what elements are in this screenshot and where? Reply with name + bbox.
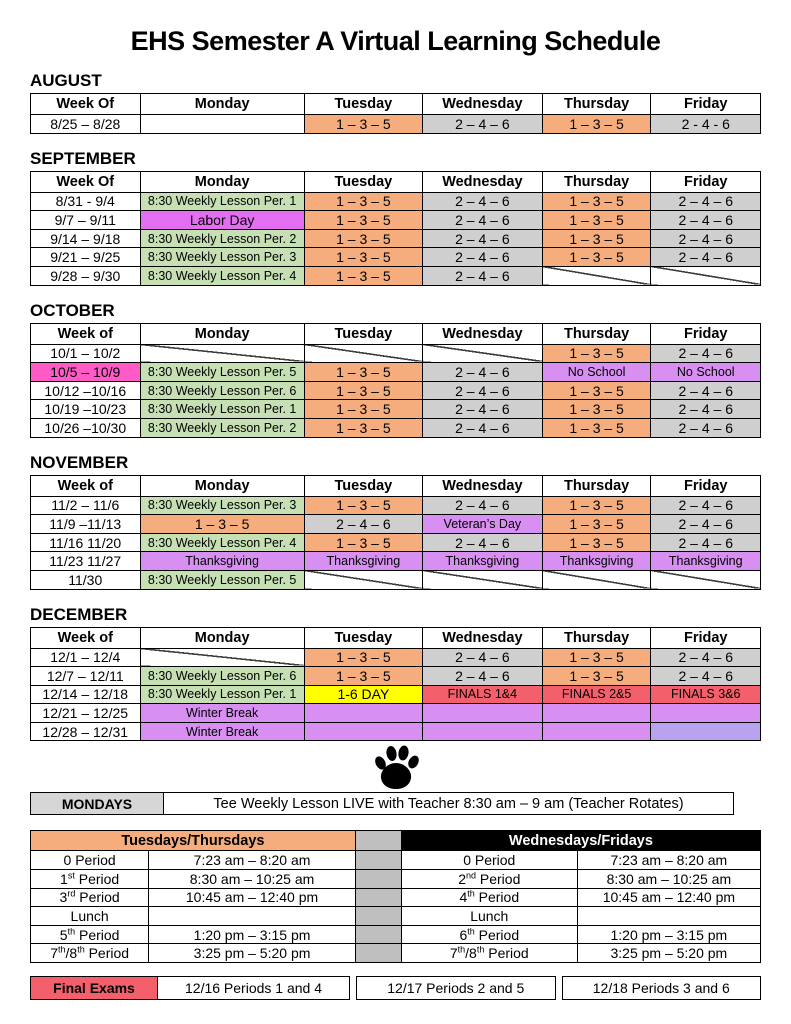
schedule-header-row	[31, 94, 761, 115]
schedule-week-row	[31, 192, 761, 211]
schedule-day-cell: No School	[651, 363, 761, 382]
week-of-cell: 11/30	[31, 570, 141, 589]
schedule-header-row	[31, 323, 761, 344]
mondays-label: MONDAYS	[31, 793, 164, 814]
schedule-day-cell: 8:30 Weekly Lesson Per. 5	[140, 363, 304, 382]
period-row	[31, 851, 761, 870]
schedule-week-row	[31, 363, 761, 382]
schedule-day-cell: 2 – 4 – 6	[304, 515, 422, 534]
table-spacer	[355, 944, 401, 963]
period-time-cell: 7:23 am – 8:20 am	[149, 851, 356, 870]
schedule-day-cell: 2 – 4 – 6	[651, 248, 761, 267]
period-time-cell: 7:23 am – 8:20 am	[577, 851, 760, 870]
schedule-day-cell	[304, 722, 422, 741]
schedule-header-row	[31, 475, 761, 496]
schedule-week-row	[31, 400, 761, 419]
final-exam-date-cell: 12/18 Periods 3 and 6	[562, 976, 762, 1000]
schedule-week-row	[31, 722, 761, 741]
schedule-day-cell: 1 – 3 – 5	[304, 418, 422, 437]
schedule-day-cell: 2 – 4 – 6	[651, 192, 761, 211]
schedule-day-cell: 1 – 3 – 5	[304, 667, 422, 686]
schedule-day-cell: 1 – 3 – 5	[542, 229, 651, 248]
schedule-day-cell: No School	[542, 363, 651, 382]
week-of-cell: 10/26 –10/30	[31, 418, 141, 437]
november-schedule-table	[30, 475, 761, 590]
month-section-october	[30, 301, 761, 438]
schedule-day-cell: 2 – 4 – 6	[651, 211, 761, 230]
schedule-day-cell: 1 – 3 – 5	[542, 496, 651, 515]
schedule-day-cell: 2 – 4 – 6	[423, 115, 543, 134]
period-name-cell: 6th Period	[401, 925, 577, 944]
schedule-day-cell: FINALS 1&4	[423, 685, 543, 704]
schedule-day-cell: 2 – 4 – 6	[651, 418, 761, 437]
month-heading-october: OCTOBER	[30, 300, 115, 320]
period-name-cell: 1st Period	[31, 870, 149, 889]
schedule-day-cell: 1 – 3 – 5	[542, 667, 651, 686]
schedule-day-cell: 1 – 3 – 5	[304, 211, 422, 230]
period-name-cell: 5th Period	[31, 925, 149, 944]
day-column-header: Wednesday	[423, 323, 543, 344]
schedule-day-cell: 1 – 3 – 5	[304, 381, 422, 400]
wednesdays-fridays-header: Wednesdays/Fridays	[401, 831, 760, 851]
schedule-day-cell: 2 – 4 – 6	[423, 400, 543, 419]
day-column-header: Wednesday	[423, 627, 543, 648]
day-column-header: Tuesday	[304, 475, 422, 496]
table-spacer	[355, 907, 401, 926]
schedule-week-row	[31, 667, 761, 686]
schedule-day-cell: 1 – 3 – 5	[542, 115, 651, 134]
period-name-cell: Lunch	[401, 907, 577, 926]
schedule-week-row	[31, 648, 761, 667]
final-exam-date-cell: 12/17 Periods 2 and 5	[356, 976, 556, 1000]
week-of-cell: 12/21 – 12/25	[31, 704, 141, 723]
month-section-november	[30, 453, 761, 590]
schedule-week-row	[31, 515, 761, 534]
schedule-day-cell	[140, 115, 304, 134]
schedule-day-cell: 2 – 4 – 6	[651, 496, 761, 515]
day-column-header: Wednesday	[423, 475, 543, 496]
schedule-day-cell: 1 – 3 – 5	[304, 496, 422, 515]
schedule-day-cell	[651, 722, 761, 741]
schedule-day-cell: 1 – 3 – 5	[542, 192, 651, 211]
month-section-december	[30, 605, 761, 742]
schedule-day-cell: 8:30 Weekly Lesson Per. 2	[140, 418, 304, 437]
schedule-day-cell	[542, 266, 651, 285]
week-of-cell: 9/14 – 9/18	[31, 229, 141, 248]
schedule-week-row	[31, 266, 761, 285]
schedule-day-cell: 2 – 4 – 6	[423, 248, 543, 267]
day-column-header: Friday	[651, 94, 761, 115]
period-row	[31, 907, 761, 926]
period-row	[31, 944, 761, 963]
week-of-cell: 12/28 – 12/31	[31, 722, 141, 741]
schedule-day-cell: Winter Break	[140, 722, 304, 741]
schedule-day-cell	[423, 344, 543, 363]
schedule-day-cell: Thanksgiving	[140, 552, 304, 571]
week-of-cell: 11/23 11/27	[31, 552, 141, 571]
schedule-day-cell: 2 – 4 – 6	[423, 363, 543, 382]
day-column-header: Monday	[140, 171, 304, 192]
schedule-week-row	[31, 685, 761, 704]
schedule-day-cell	[423, 704, 543, 723]
day-column-header: Week Of	[31, 171, 141, 192]
period-time-cell: 1:20 pm – 3:15 pm	[577, 925, 760, 944]
period-name-cell: Lunch	[31, 907, 149, 926]
schedule-day-cell: 8:30 Weekly Lesson Per. 1	[140, 192, 304, 211]
schedule-day-cell: 8:30 Weekly Lesson Per. 5	[140, 570, 304, 589]
day-column-header: Monday	[140, 94, 304, 115]
week-of-cell: 11/16 11/20	[31, 533, 141, 552]
schedule-day-cell: 2 – 4 – 6	[423, 211, 543, 230]
tuesdays-thursdays-header: Tuesdays/Thursdays	[31, 831, 356, 851]
schedule-week-row	[31, 344, 761, 363]
schedule-day-cell: 8:30 Weekly Lesson Per. 2	[140, 229, 304, 248]
day-column-header: Monday	[140, 323, 304, 344]
schedule-day-cell: 2 – 4 – 6	[423, 533, 543, 552]
schedule-day-cell: 2 – 4 – 6	[423, 192, 543, 211]
paw-print-wrapper	[30, 742, 761, 792]
schedule-day-cell: 2 – 4 – 6	[423, 648, 543, 667]
schedule-day-cell: 8:30 Weekly Lesson Per. 3	[140, 496, 304, 515]
week-of-cell: 10/19 –10/23	[31, 400, 141, 419]
schedule-week-row	[31, 248, 761, 267]
schedule-day-cell: 1 – 3 – 5	[304, 115, 422, 134]
day-column-header: Monday	[140, 475, 304, 496]
schedule-week-row	[31, 381, 761, 400]
table-spacer	[355, 925, 401, 944]
period-time-cell: 1:20 pm – 3:15 pm	[149, 925, 356, 944]
schedule-day-cell: 1 – 3 – 5	[542, 400, 651, 419]
schedule-week-row	[31, 552, 761, 571]
period-table-header-row	[31, 831, 761, 851]
schedule-week-row	[31, 704, 761, 723]
paw-print-icon	[371, 742, 421, 790]
month-heading-november: NOVEMBER	[30, 452, 129, 472]
day-column-header: Friday	[651, 171, 761, 192]
schedule-day-cell: 1 – 3 – 5	[304, 248, 422, 267]
schedule-day-cell: 8:30 Weekly Lesson Per. 6	[140, 381, 304, 400]
schedule-day-cell	[140, 344, 304, 363]
period-time-cell	[577, 907, 760, 926]
day-column-header: Thursday	[542, 323, 651, 344]
week-of-cell: 8/25 – 8/28	[31, 115, 141, 134]
schedule-day-cell: 1 – 3 – 5	[542, 211, 651, 230]
schedule-day-cell: 1-6 DAY	[304, 685, 422, 704]
schedule-day-cell: 1 – 3 – 5	[304, 363, 422, 382]
day-column-header: Thursday	[542, 475, 651, 496]
day-column-header: Week of	[31, 323, 141, 344]
schedule-day-cell	[304, 570, 422, 589]
month-heading-august: AUGUST	[30, 71, 102, 90]
day-column-header: Tuesday	[304, 171, 422, 192]
day-column-header: Thursday	[542, 627, 651, 648]
schedule-day-cell: Thanksgiving	[423, 552, 543, 571]
table-spacer	[355, 851, 401, 870]
schedule-day-cell: 2 – 4 – 6	[423, 496, 543, 515]
schedule-day-cell: 2 – 4 – 6	[423, 266, 543, 285]
day-column-header: Thursday	[542, 94, 651, 115]
day-column-header: Friday	[651, 323, 761, 344]
schedule-day-cell: FINALS 2&5	[542, 685, 651, 704]
september-schedule-table	[30, 171, 761, 286]
schedule-day-cell: 2 – 4 – 6	[423, 667, 543, 686]
schedule-day-cell: 8:30 Weekly Lesson Per. 6	[140, 667, 304, 686]
schedule-day-cell: 1 – 3 – 5	[542, 248, 651, 267]
schedule-day-cell	[651, 266, 761, 285]
week-of-cell: 12/1 – 12/4	[31, 648, 141, 667]
period-time-cell: 3:25 pm – 5:20 pm	[577, 944, 760, 963]
day-column-header: Wednesday	[423, 171, 543, 192]
schedule-day-cell: 1 – 3 – 5	[304, 192, 422, 211]
week-of-cell: 12/7 – 12/11	[31, 667, 141, 686]
week-of-cell: 9/7 – 9/11	[31, 211, 141, 230]
schedule-day-cell: Labor Day	[140, 211, 304, 230]
schedule-day-cell: 1 – 3 – 5	[304, 648, 422, 667]
schedule-day-cell: 1 – 3 – 5	[304, 533, 422, 552]
schedule-day-cell: Thanksgiving	[304, 552, 422, 571]
schedule-day-cell	[651, 570, 761, 589]
period-time-cell: 10:45 am – 12:40 pm	[577, 888, 760, 907]
schedule-week-row	[31, 570, 761, 589]
schedule-day-cell: 8:30 Weekly Lesson Per. 4	[140, 266, 304, 285]
week-of-cell: 10/5 – 10/9	[31, 363, 141, 382]
schedule-day-cell: 2 – 4 – 6	[651, 515, 761, 534]
schedule-day-cell: 2 – 4 – 6	[651, 381, 761, 400]
schedule-day-cell: 2 – 4 – 6	[651, 667, 761, 686]
schedule-day-cell: 1 – 3 – 5	[542, 648, 651, 667]
day-column-header: Tuesday	[304, 323, 422, 344]
schedule-day-cell: 2 – 4 – 6	[651, 648, 761, 667]
schedule-day-cell: 1 – 3 – 5	[542, 344, 651, 363]
day-column-header: Friday	[651, 475, 761, 496]
period-time-cell: 8:30 am – 10:25 am	[149, 870, 356, 889]
page-title: EHS Semester A Virtual Learning Schedule	[130, 26, 661, 56]
schedule-week-row	[31, 533, 761, 552]
period-name-cell: 3rd Period	[31, 888, 149, 907]
schedule-day-cell: 1 – 3 – 5	[304, 400, 422, 419]
schedule-day-cell	[542, 704, 651, 723]
december-schedule-table	[30, 627, 761, 742]
schedule-day-cell: Winter Break	[140, 704, 304, 723]
schedule-day-cell	[304, 704, 422, 723]
schedule-week-row	[31, 418, 761, 437]
schedule-day-cell: 1 – 3 – 5	[542, 515, 651, 534]
period-times-table	[30, 830, 761, 963]
schedule-day-cell: 1 – 3 – 5	[542, 418, 651, 437]
period-name-cell: 7th/8th Period	[401, 944, 577, 963]
schedule-day-cell	[423, 722, 543, 741]
period-name-cell: 0 Period	[401, 851, 577, 870]
schedule-day-cell	[423, 570, 543, 589]
schedule-day-cell	[140, 648, 304, 667]
day-column-header: Week of	[31, 627, 141, 648]
schedule-day-cell: Thanksgiving	[542, 552, 651, 571]
schedule-day-cell: 1 – 3 – 5	[542, 381, 651, 400]
month-section-august	[30, 71, 761, 134]
schedule-day-cell: 2 – 4 – 6	[423, 418, 543, 437]
period-row	[31, 870, 761, 889]
mondays-banner	[30, 792, 734, 815]
schedule-header-row	[31, 171, 761, 192]
week-of-cell: 10/1 – 10/2	[31, 344, 141, 363]
schedule-week-row	[31, 496, 761, 515]
period-row	[31, 888, 761, 907]
schedule-day-cell: 2 – 4 – 6	[651, 400, 761, 419]
schedule-day-cell: Veteran’s Day	[423, 515, 543, 534]
month-heading-september: SEPTEMBER	[30, 148, 136, 168]
schedule-header-row	[31, 627, 761, 648]
schedule-day-cell: Thanksgiving	[651, 552, 761, 571]
schedule-day-cell: 8:30 Weekly Lesson Per. 4	[140, 533, 304, 552]
day-column-header: Tuesday	[304, 94, 422, 115]
week-of-cell: 12/14 – 12/18	[31, 685, 141, 704]
day-column-header: Monday	[140, 627, 304, 648]
week-of-cell: 9/21 – 9/25	[31, 248, 141, 267]
week-of-cell: 11/9 –11/13	[31, 515, 141, 534]
schedule-day-cell: 1 – 3 – 5	[140, 515, 304, 534]
schedule-week-row	[31, 115, 761, 134]
final-exams-row	[30, 976, 761, 1000]
schedule-day-cell: 8:30 Weekly Lesson Per. 1	[140, 400, 304, 419]
day-column-header: Week Of	[31, 94, 141, 115]
schedule-day-cell: 2 – 4 – 6	[423, 229, 543, 248]
period-name-cell: 2nd Period	[401, 870, 577, 889]
schedule-day-cell	[304, 344, 422, 363]
final-exams-first-box	[30, 976, 350, 1000]
schedule-day-cell: 1 – 3 – 5	[304, 266, 422, 285]
schedule-day-cell: 8:30 Weekly Lesson Per. 3	[140, 248, 304, 267]
schedule-day-cell: 1 – 3 – 5	[542, 533, 651, 552]
october-schedule-table	[30, 323, 761, 438]
schedule-day-cell: FINALS 3&6	[651, 685, 761, 704]
period-time-cell: 10:45 am – 12:40 pm	[149, 888, 356, 907]
schedule-day-cell	[651, 704, 761, 723]
week-of-cell: 9/28 – 9/30	[31, 266, 141, 285]
schedule-week-row	[31, 229, 761, 248]
period-name-cell: 0 Period	[31, 851, 149, 870]
period-time-cell	[149, 907, 356, 926]
schedule-day-cell: 2 - 4 - 6	[651, 115, 761, 134]
month-section-september	[30, 149, 761, 286]
schedule-week-row	[31, 211, 761, 230]
period-time-cell: 8:30 am – 10:25 am	[577, 870, 760, 889]
week-of-cell: 8/31 - 9/4	[31, 192, 141, 211]
week-of-cell: 10/12 –10/16	[31, 381, 141, 400]
final-exam-date-cell: 12/16 Periods 1 and 4	[185, 980, 322, 997]
period-row	[31, 925, 761, 944]
day-column-header: Thursday	[542, 171, 651, 192]
day-column-header: Week of	[31, 475, 141, 496]
table-spacer	[355, 888, 401, 907]
day-column-header: Wednesday	[423, 94, 543, 115]
month-heading-december: DECEMBER	[30, 604, 128, 624]
august-schedule-table	[30, 93, 761, 134]
period-name-cell: 4th Period	[401, 888, 577, 907]
schedule-day-cell	[542, 570, 651, 589]
mondays-banner-text: Tee Weekly Lesson LIVE with Teacher 8:30 am – 9 am (Teacher Rotates)	[213, 795, 684, 812]
schedule-day-cell: 8:30 Weekly Lesson Per. 1	[140, 685, 304, 704]
table-spacer	[355, 870, 401, 889]
period-time-cell: 3:25 pm – 5:20 pm	[149, 944, 356, 963]
schedule-day-cell	[542, 722, 651, 741]
period-name-cell: 7th/8th Period	[31, 944, 149, 963]
schedule-day-cell: 2 – 4 – 6	[651, 344, 761, 363]
table-spacer	[355, 831, 401, 851]
schedule-day-cell: 2 – 4 – 6	[651, 229, 761, 248]
schedule-day-cell: 2 – 4 – 6	[423, 381, 543, 400]
schedule-day-cell: 2 – 4 – 6	[651, 533, 761, 552]
final-exams-label: Final Exams	[31, 977, 158, 999]
day-column-header: Tuesday	[304, 627, 422, 648]
week-of-cell: 11/2 – 11/6	[31, 496, 141, 515]
schedule-day-cell: 1 – 3 – 5	[304, 229, 422, 248]
day-column-header: Friday	[651, 627, 761, 648]
